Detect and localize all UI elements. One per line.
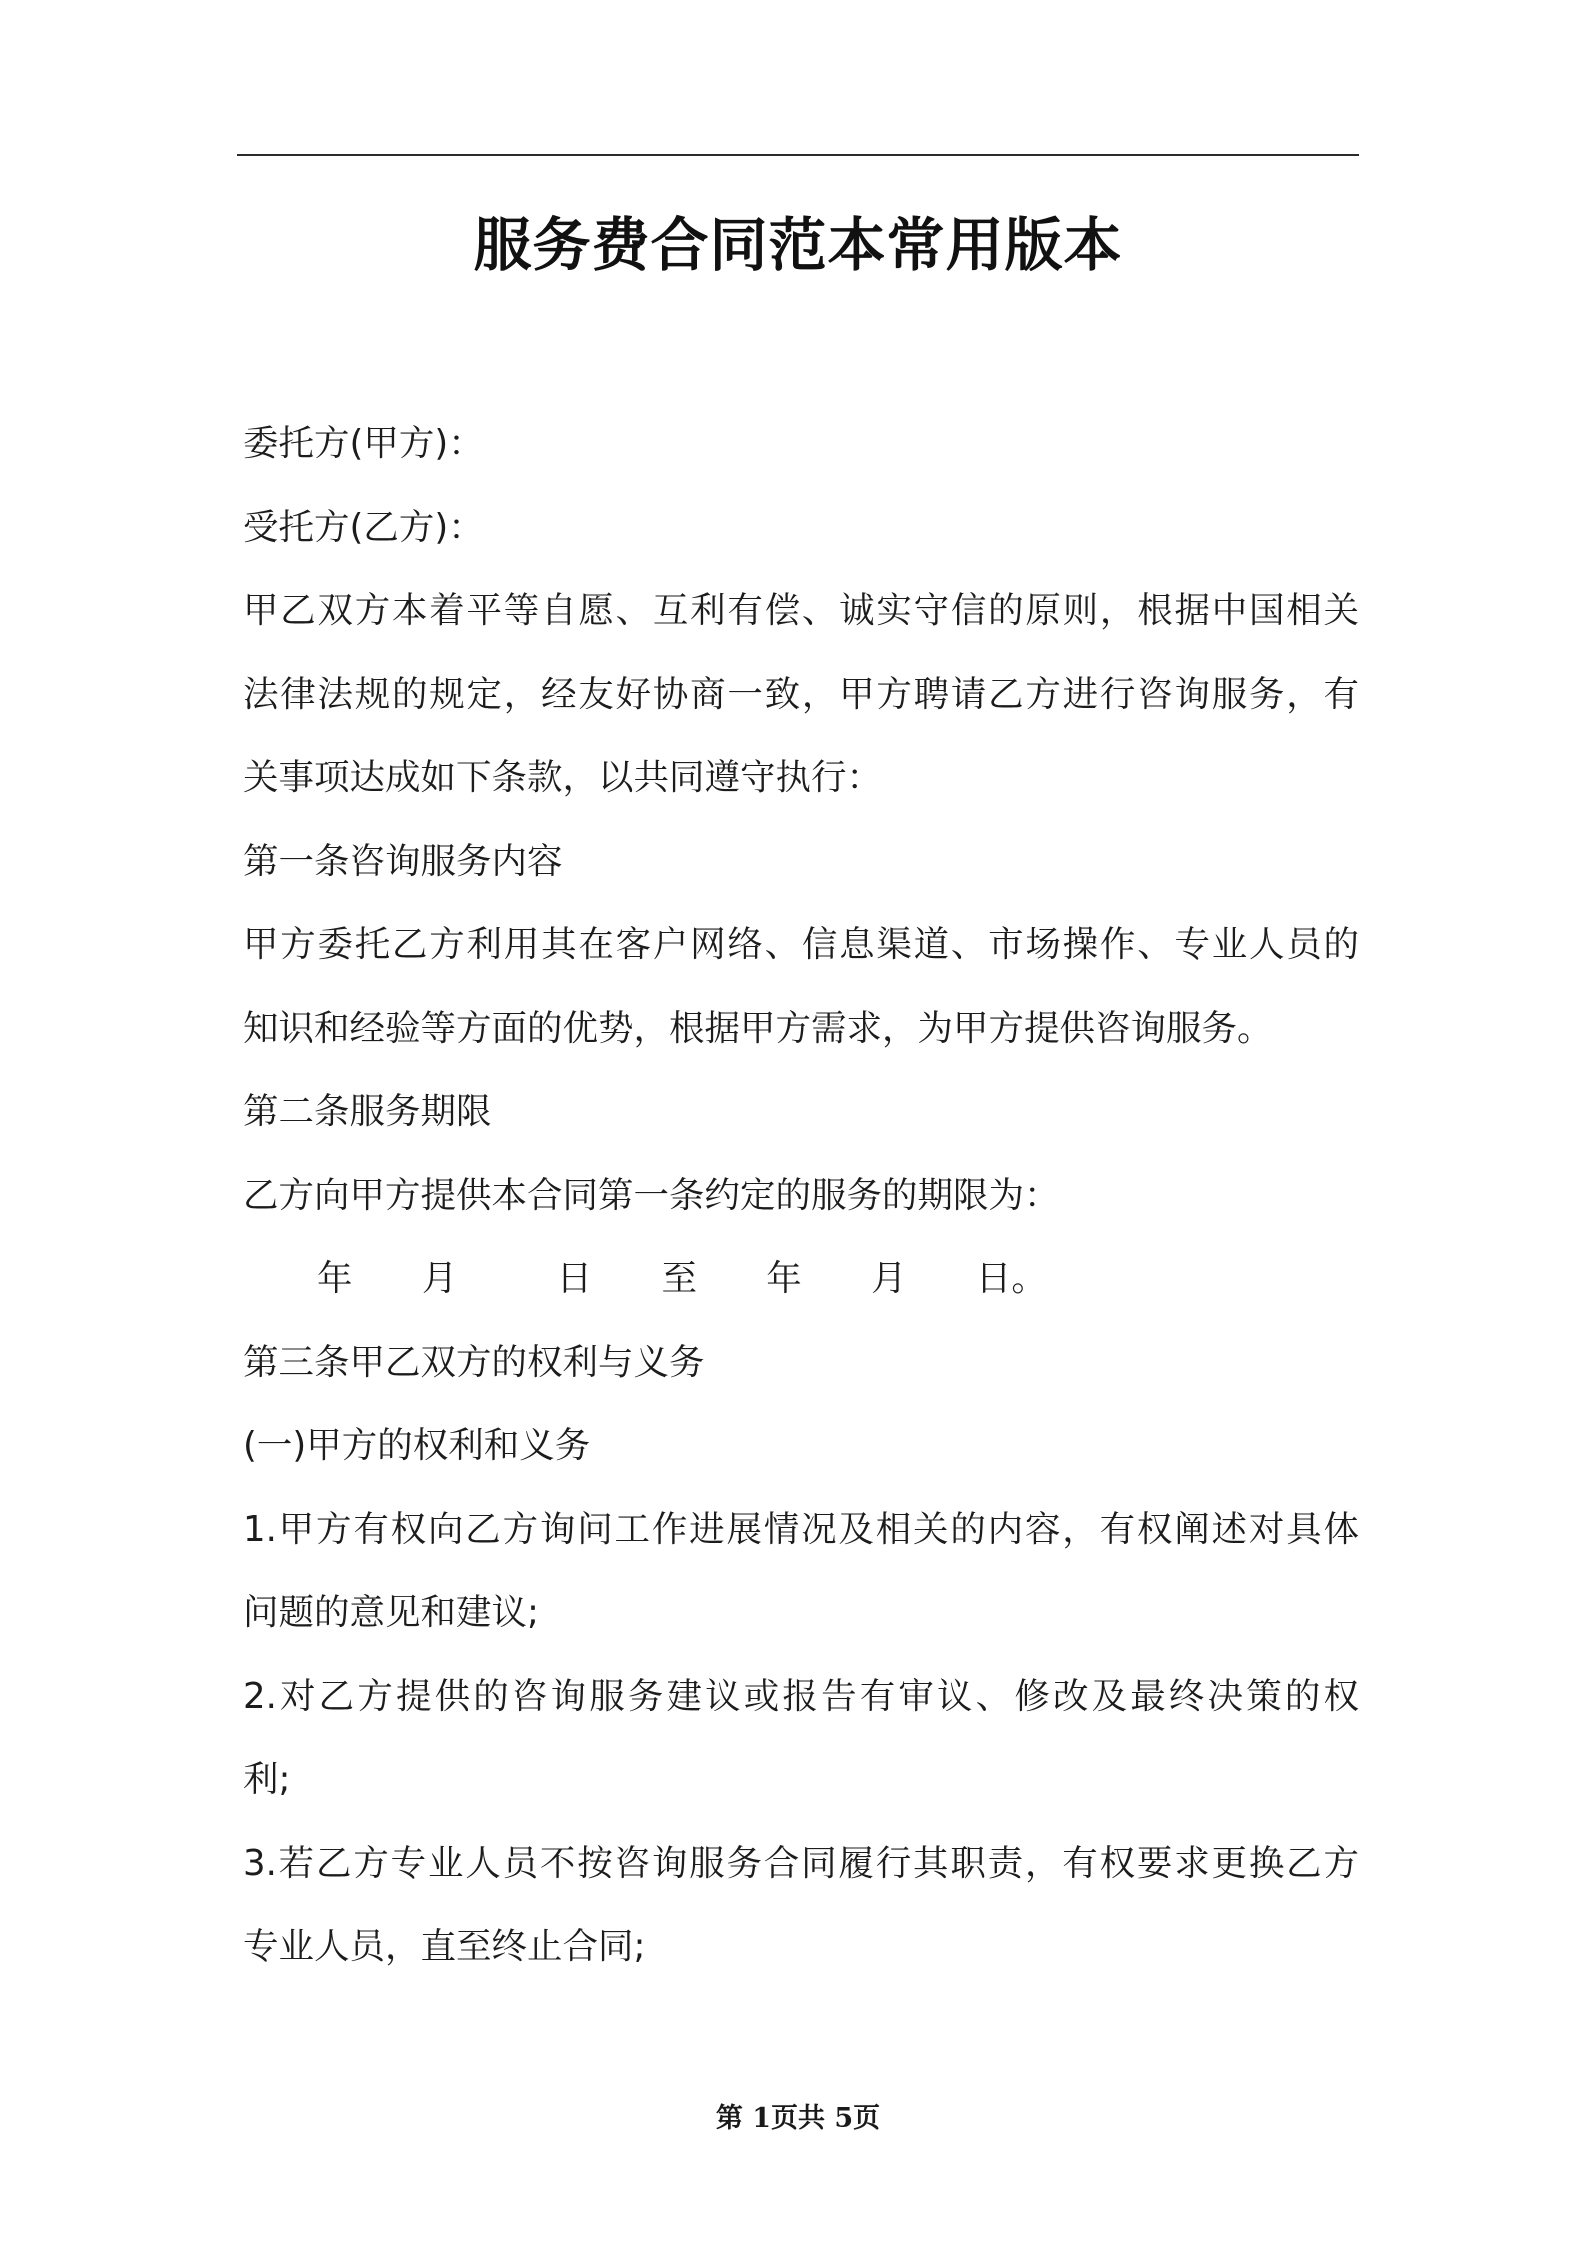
service-period-date-line bbox=[243, 1237, 1359, 1321]
party-a-line: 委托方(甲方)： bbox=[243, 423, 484, 464]
date-day-end: 日。 bbox=[975, 1258, 1047, 1299]
date-to: 至 bbox=[661, 1258, 697, 1299]
article-heading: 第三条甲乙双方的权利与义务 bbox=[243, 1341, 705, 1383]
paragraph-line: 甲乙双方本着平等自愿、互利有偿、诚实守信的原则，根据中国相关 bbox=[243, 590, 1359, 631]
section-heading: (一)甲方的权利和义务 bbox=[243, 1425, 591, 1466]
article-heading: 第一条咨询服务内容 bbox=[243, 840, 563, 882]
paragraph-line: 专业人员，直至终止合同; bbox=[243, 1926, 646, 1967]
page-number-footer: 第 1页共 5页 bbox=[715, 2103, 881, 2134]
header-rule bbox=[237, 154, 1359, 156]
document-title: 服务费合同范本常用版本 bbox=[473, 211, 1123, 279]
paragraph-line: 甲方委托乙方利用其在客户网络、信息渠道、市场操作、专业人员的 bbox=[243, 924, 1359, 965]
date-month-start: 月 bbox=[421, 1258, 458, 1299]
paragraph-line: 法律法规的规定，经友好协商一致，甲方聘请乙方进行咨询服务，有 bbox=[243, 673, 1359, 715]
date-day-start: 日 bbox=[556, 1258, 593, 1299]
paragraph-line: 2.对乙方提供的咨询服务建议或报告有审议、修改及最终决策的权 bbox=[243, 1675, 1359, 1717]
paragraph-line: 利; bbox=[243, 1759, 291, 1800]
paragraph-line: 3.若乙方专业人员不按咨询服务合同履行其职责，有权要求更换乙方 bbox=[243, 1842, 1359, 1884]
article-heading: 第二条服务期限 bbox=[243, 1091, 492, 1132]
paragraph-line: 问题的意见和建议; bbox=[243, 1592, 539, 1633]
party-b-line: 受托方(乙方)： bbox=[243, 506, 484, 548]
date-year-start: 年 bbox=[317, 1258, 353, 1299]
date-month-end: 月 bbox=[871, 1258, 907, 1299]
paragraph-line: 关事项达成如下条款，以共同遵守执行： bbox=[243, 757, 883, 798]
paragraph-line: 1.甲方有权向乙方询问工作进展情况及相关的内容，有权阐述对具体 bbox=[243, 1508, 1359, 1550]
document-body bbox=[243, 402, 1359, 1989]
paragraph-line: 知识和经验等方面的优势，根据甲方需求，为甲方提供咨询服务。 bbox=[243, 1007, 1273, 1049]
date-year-end: 年 bbox=[766, 1258, 802, 1299]
paragraph-line: 乙方向甲方提供本合同第一条约定的服务的期限为： bbox=[243, 1174, 1060, 1216]
